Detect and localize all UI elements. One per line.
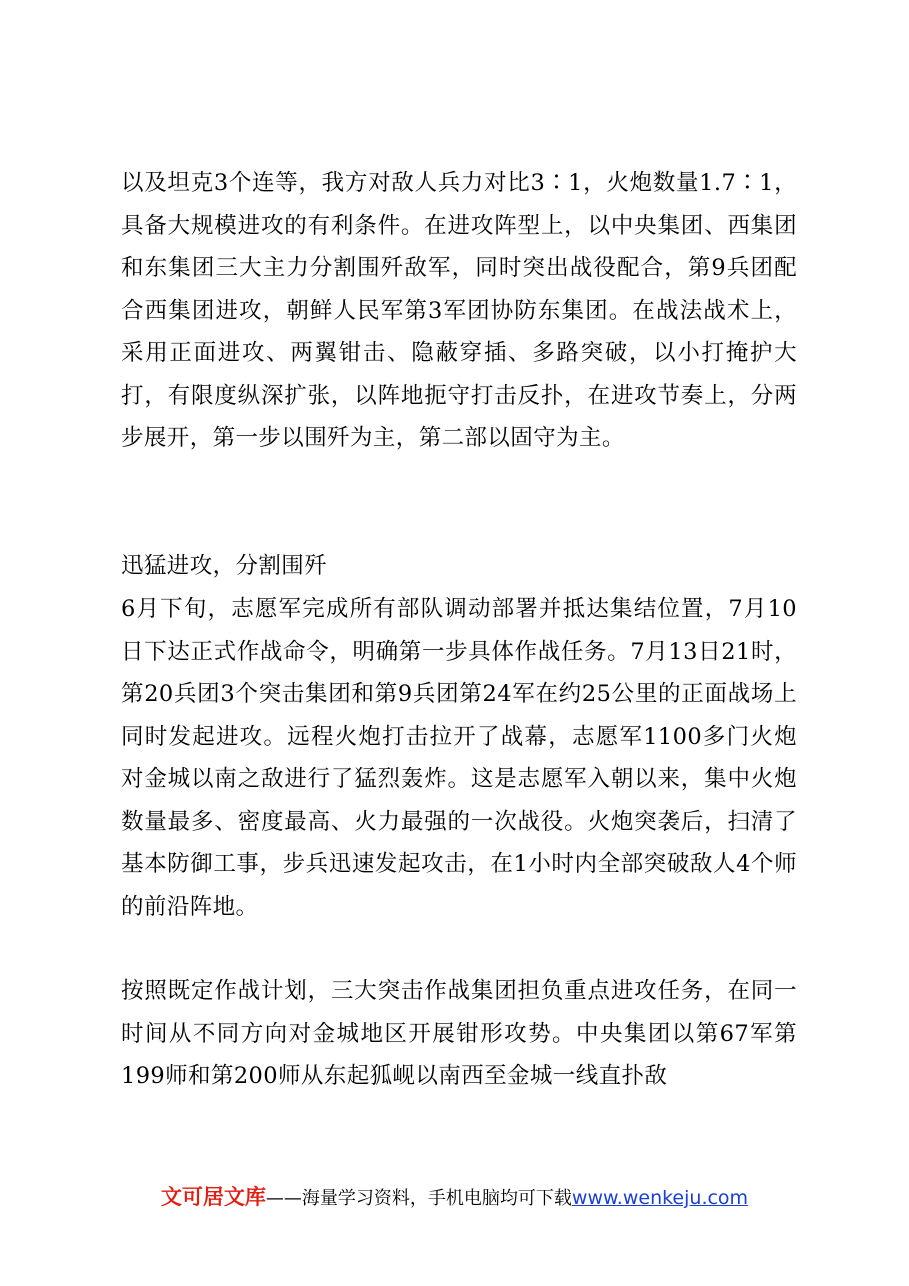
section-heading [121,545,797,588]
paragraph-text: 按照既定作战计划，三大突击作战集团担负重点进攻任务，在同一时间从不同方向对金城地区开展钳形攻势。中央集团以第67军第199师和第200师从东起狐岘以南西至金城一线直扑敌 [121,978,797,1089]
footer-brand: 文可居文库 [160,1185,266,1209]
footer-banner [0,1182,909,1214]
footer-website-link[interactable]: www.wenkeju.com [571,1187,749,1209]
section-heading-text: 迅猛进攻，分割围歼 [121,553,328,579]
paragraph-text: 6月下旬，志愿军完成所有部队调动部署并抵达集结位置，7月10日下达正式作战命令，明确第一步具体作战任务。7月13日21时，第20兵团3个突击集团和第9兵团第24军在约25公里的正面战场上同时发起进攻。远程火炮打击拉开了战幕，志愿军1100多门火炮对金城以南之敌进行了猛烈轰炸。这是志愿军入朝以来，集中火炮数量最多、密度最高、火力最强的一次战役。火炮突袭后，扫清了基本防御工事，步兵迅速发起攻击，在1小时内全部突破敌人4个师的前沿阵地。 [121,596,797,920]
body-paragraph-1 [121,162,797,460]
body-paragraph-2 [121,588,797,928]
body-paragraph-3 [121,970,797,1098]
paragraph-text: 以及坦克3个连等，我方对敌人兵力对比3∶1，火炮数量1.7∶1，具备大规模进攻的有利条件。在进攻阵型上，以中央集团、西集团和东集团三大主力分割围歼敌军，同时突出战役配合，第9兵团配合西集团进攻，朝鲜人民军第3军团协防东集团。在战法战术上，采用正面进攻、两翼钳击、隐蔽穿插、多路突破，以小打掩护大打，有限度纵深扩张，以阵地扼守打击反扑，在进攻节奏上，分两步展开，第一步以围歼为主，第二部以固守为主。 [121,170,797,451]
footer-slogan: ——海量学习资料，手机电脑均可下载 [265,1188,572,1209]
